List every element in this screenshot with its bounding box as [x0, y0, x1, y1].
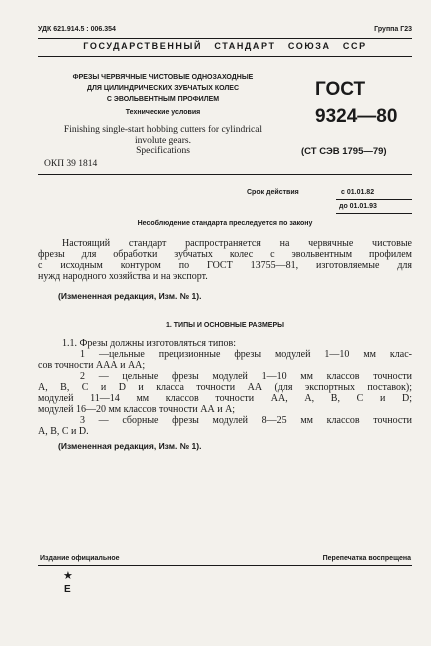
udk-code: УДК 621.914.5 : 006.354 [38, 26, 116, 33]
section-line: 1.1. Фрезы должны изготовляться типов: [62, 338, 237, 349]
title-en-line: involute gears. [135, 135, 191, 146]
intro-line: с исходным контуром по ГОСТ 13755—81, изготовляемые для [38, 260, 412, 271]
intro-line: фрезы для обработки зубчатых колес с эвольвентным профилем [38, 249, 412, 260]
title-ru-subtitle: Технические условия [125, 109, 201, 116]
title-en-line: Specifications [136, 146, 190, 156]
law-notice: Несоблюдение стандарта преследуется по закону [137, 220, 313, 227]
gost-number: 9324—80 [315, 106, 398, 127]
validity-label: Срок действия [247, 189, 299, 196]
banner-rule [38, 56, 412, 57]
section-line: 2 — цельные фрезы модулей 1—10 мм классов точности [80, 371, 412, 382]
validity-underline [336, 199, 412, 200]
title-ru-line: С ЭВОЛЬВЕНТНЫМ ПРОФИЛЕМ [106, 96, 220, 103]
state-standard-banner: ГОСУДАРСТВЕННЫЙ СТАНДАРТ СОЮЗА ССР [83, 41, 367, 51]
validity-underline-2 [336, 213, 412, 214]
validity-to: до 01.01.93 [339, 203, 377, 210]
section-line: А, В, С и D. [38, 426, 89, 437]
section-line: 3 — сборные фрезы модулей 8—25 мм классов точности [80, 415, 412, 426]
top-rule [38, 38, 412, 39]
intro-line: Настоящий стандарт распространяется на червячные чистовые [62, 238, 412, 249]
group-code: Группа Г23 [374, 26, 412, 33]
title-en-line: Finishing single-start hobbing cutters for cylindrical [63, 125, 263, 135]
section-line: 1 —цельные прецизионные фрезы модулей 1—10 мм клас- [80, 349, 412, 360]
title-ru [38, 72, 288, 105]
title-ru-line: ДЛЯ ЦИЛИНДРИЧЕСКИХ ЗУБЧАТЫХ КОЛЕС [86, 85, 240, 92]
star-icon: ★ [63, 569, 73, 582]
gost-label: ГОСТ [315, 79, 366, 100]
title-en [38, 125, 288, 157]
section-line: модулей 11—14 мм классов точности АА, А, В, С и D; [38, 393, 412, 404]
section-line: модулей 16—20 мм классов точности АА и А; [38, 404, 236, 415]
section-body [38, 338, 412, 437]
validity-from: с 01.01.82 [341, 189, 375, 196]
title-ru-line: ФРЕЗЫ ЧЕРВЯЧНЫЕ ЧИСТОВЫЕ ОДНОЗАХОДНЫЕ [72, 74, 254, 81]
title-rule [38, 174, 412, 175]
st-sev-code: (СТ СЭВ 1795—79) [301, 146, 387, 157]
intro-amendment: (Измененная редакция, Изм. № 1). [58, 291, 202, 301]
reprint-prohibited: Перепечатка воспрещена [322, 555, 411, 562]
official-edition: Издание официальное [40, 555, 120, 562]
intro-line: нужд народного хозяйства и на экспорт. [38, 271, 208, 282]
section-line: А, В, С и D и класса точности АА (для экспортных поставок); [38, 382, 412, 393]
okp-code: ОКП 39 1814 [44, 159, 98, 169]
intro-paragraph [38, 238, 412, 282]
section-line: сов точности ААА и АА; [38, 360, 146, 371]
section-heading: 1. ТИПЫ И ОСНОВНЫЕ РАЗМЕРЫ [166, 322, 284, 329]
footer-rule [38, 565, 412, 566]
edition-letter: Е [64, 584, 71, 595]
section-amendment: (Измененная редакция, Изм. № 1). [58, 441, 202, 451]
